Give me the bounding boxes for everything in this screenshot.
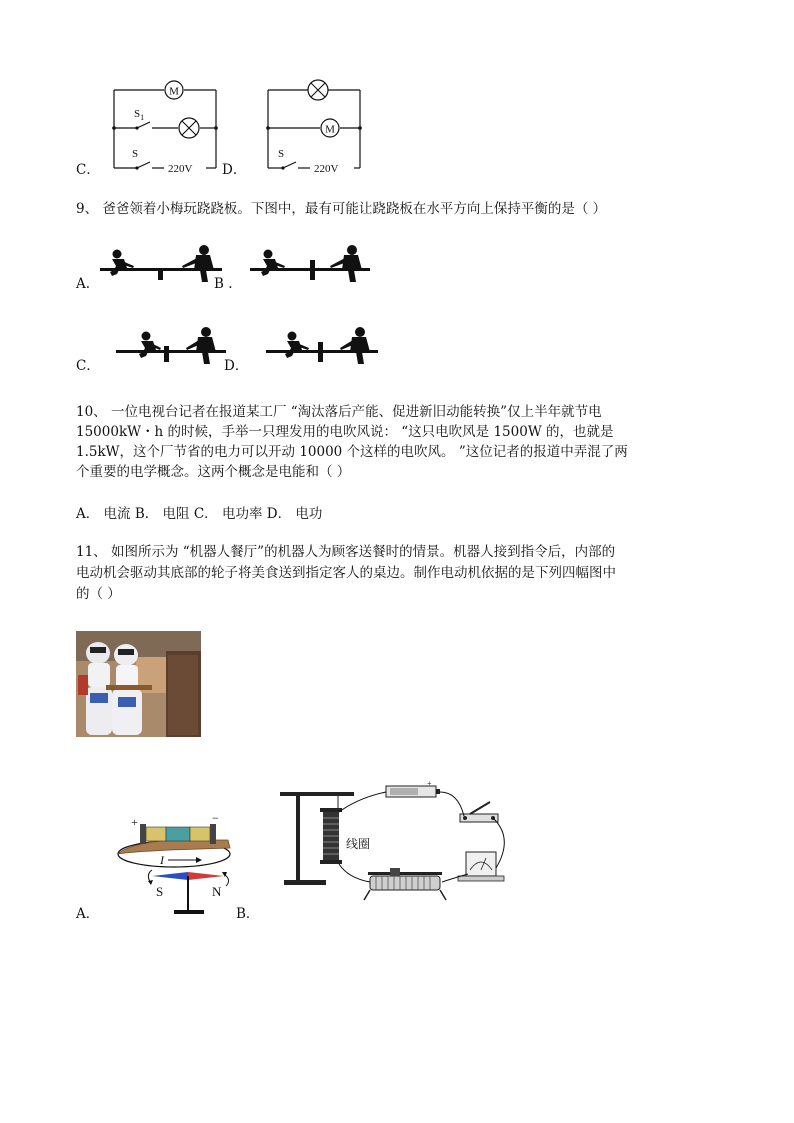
switch-icon: [460, 802, 498, 822]
seesaw-figure-d: [266, 326, 378, 368]
q9-option-b-label: B .: [214, 276, 233, 292]
coil-icon: [320, 808, 342, 864]
svg-text:M: M: [325, 123, 335, 136]
q11-line-1: 11、 如图所示为 “机器人餐厅”的机器人为顾客送餐时的情景。机器人接到指令后，内部的: [76, 544, 616, 560]
seesaw-figure-c: [116, 326, 226, 368]
svg-text:−: −: [212, 811, 219, 825]
svg-text:M: M: [169, 85, 179, 98]
robot-restaurant-photo: [76, 631, 201, 737]
q10-line-2: 15000kW・h 的时候，手举一只理发用的电吹风说： “这只电吹风是 1500W 的，也就是: [76, 424, 614, 440]
q8-circuit-d: [262, 78, 366, 178]
svg-text:I: I: [160, 853, 164, 867]
q10-line-3: 1.5kW，这个厂节省的电力可以开动 10000 个这样的电吹风。 ”这位记者的报道中弄混了两: [76, 444, 628, 460]
q8-circuit-c: [108, 78, 220, 178]
svg-text:+: +: [427, 779, 432, 788]
seesaw-figure-b: [250, 244, 370, 286]
svg-text:N: N: [212, 884, 222, 899]
rheostat-icon: [364, 868, 446, 900]
q9-option-c-label: C．: [76, 358, 100, 374]
q9-stem: 9、 爸爸领着小梅玩跷跷板。下图中，最有可能让跷跷板在水平方向上保持平衡的是（ ）: [76, 201, 607, 217]
q9-option-d-label: D．: [224, 358, 249, 374]
svg-text:S: S: [156, 884, 164, 899]
q10-line-1: 10、 一位电视台记者在报道某工厂 “淘汰落后产能、促进新旧动能转换”仅上半年就节电: [76, 404, 602, 420]
q8-option-c-label: C．: [76, 162, 100, 178]
motor-icon: [165, 81, 183, 99]
switch-s-label: S: [132, 148, 139, 160]
q11-line-3: 的（ ）: [76, 586, 121, 602]
switch-s-label: S: [278, 148, 285, 160]
seesaw-figure-a: [100, 244, 222, 286]
q8-option-d-label: D．: [222, 162, 247, 178]
q11-figure-b: [278, 778, 526, 912]
q11-line-2: 电动机会驱动其底部的轮子将美食送到指定客人的桌边。制作电动机依据的是下列四幅图中: [76, 565, 616, 581]
lamp-icon: [308, 80, 328, 100]
q11-option-b-label: B．: [236, 906, 260, 922]
voltage-label: 220V: [168, 163, 193, 175]
svg-text:+: +: [131, 815, 138, 829]
q11-option-a-label: A．: [76, 906, 100, 922]
lamp-icon: [179, 118, 199, 138]
switch-s1-label: $S_1$: [134, 108, 145, 122]
voltage-label: 220V: [314, 163, 339, 175]
q10-options: A． 电流 B． 电阻 C． 电功率 D． 电功: [76, 506, 323, 522]
battery-icon: [386, 779, 440, 797]
motor-icon: [321, 119, 339, 137]
q9-option-a-label: A.: [76, 276, 91, 292]
q11-figure-a: [108, 810, 240, 922]
svg-text:线圈: 线圈: [346, 837, 371, 851]
q10-line-4: 个重要的电学概念。这两个概念是电能和（ ）: [76, 464, 351, 480]
